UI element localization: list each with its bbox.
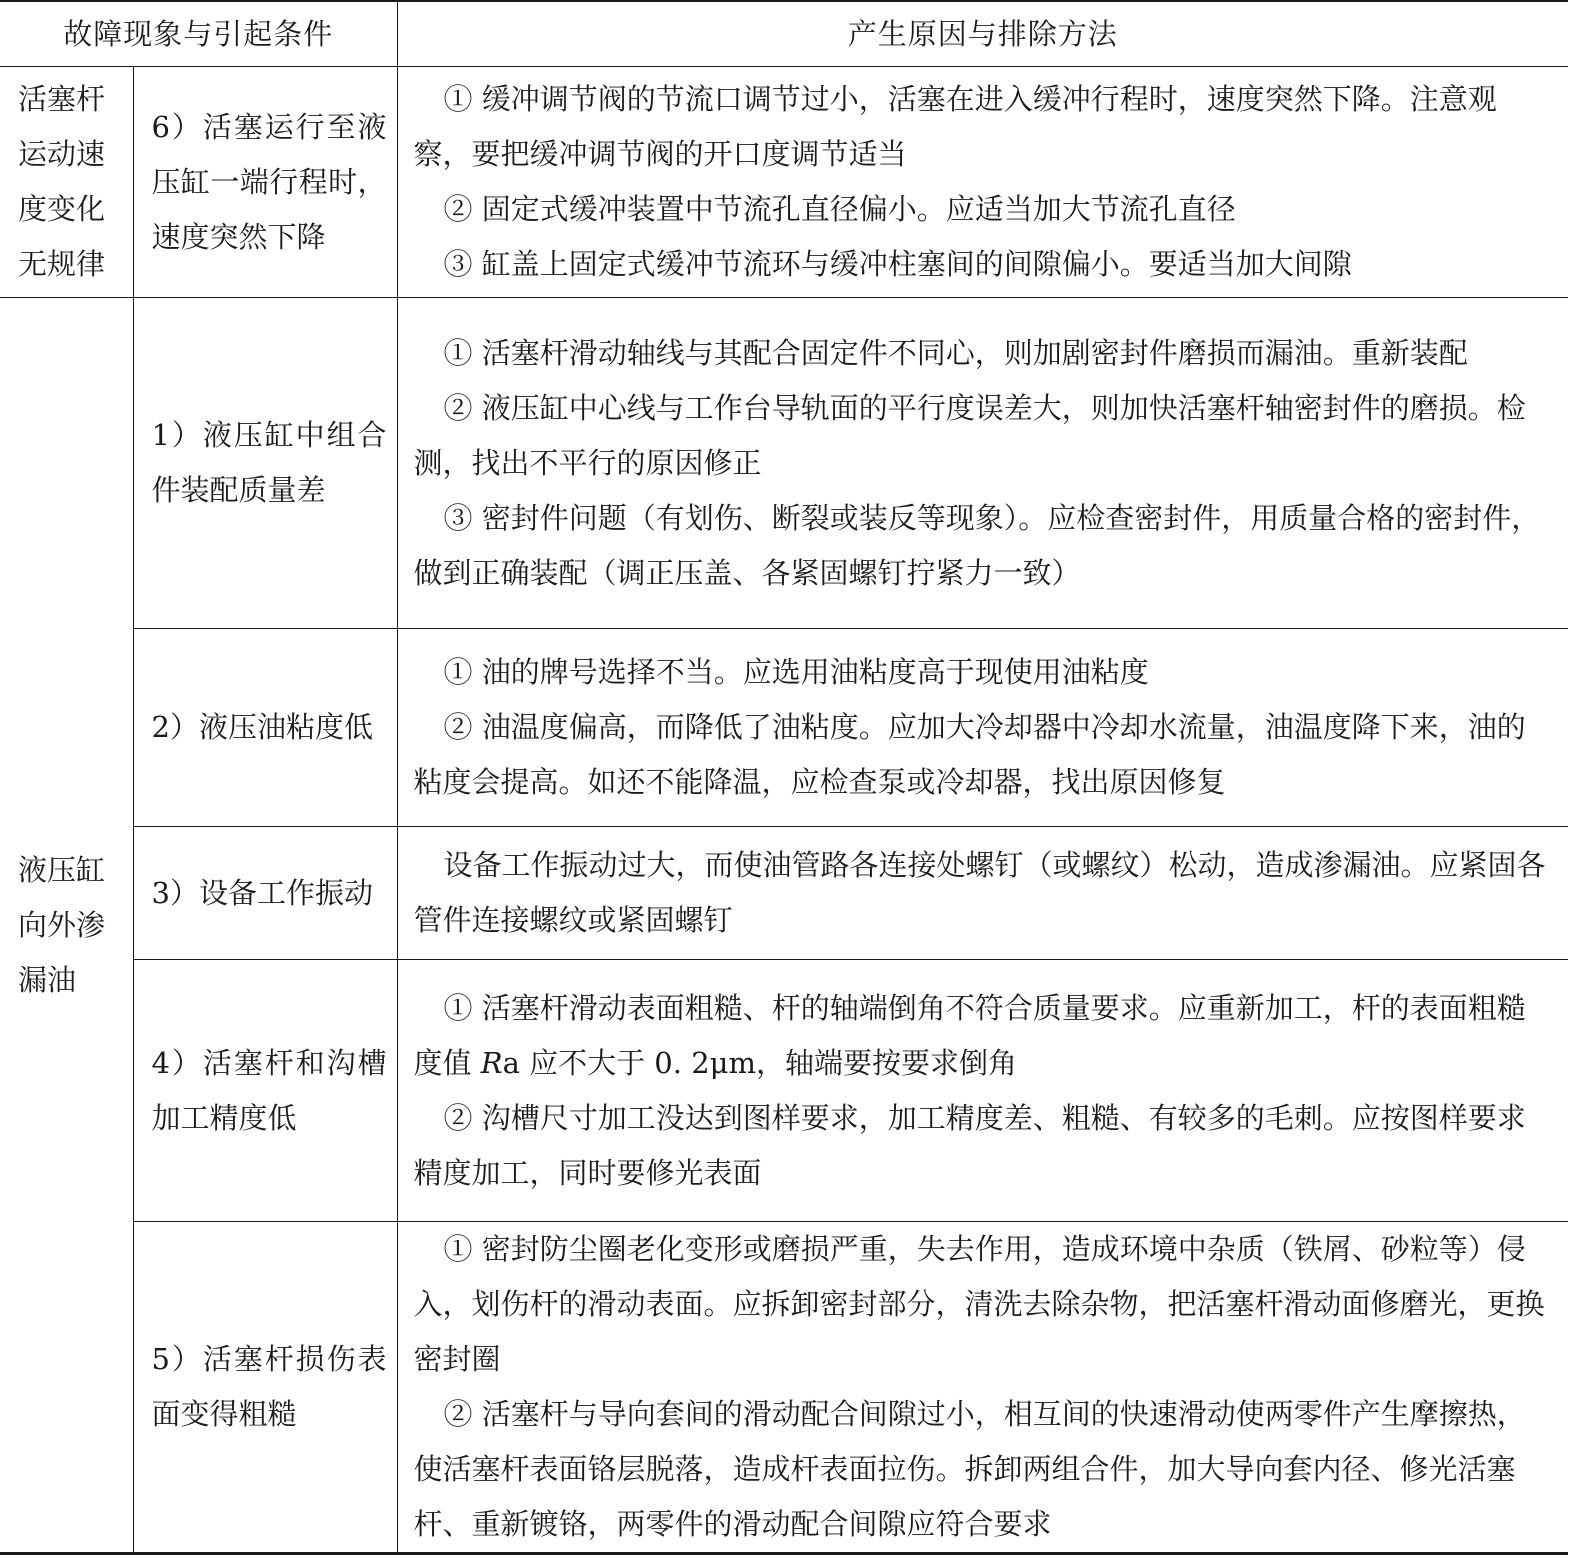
symptom-cell: 液压缸向外渗漏油: [0, 298, 133, 1554]
cause-item: ① 缓冲调节阀的节流口调节过小，活塞在进入缓冲行程时，速度突然下降。注意观察，要把缓冲调节阀的开口度调节适当: [413, 82, 1497, 171]
cause-item: ③ 密封件问题（有划伤、断裂或装反等现象）。应检查密封件，用质量合格的密封件，做到正确装配（调正压盖、各紧固螺钉拧紧力一致）: [413, 500, 1541, 590]
ra-symbol-italic: R: [480, 1045, 503, 1080]
condition-cell: 1）液压缸中组合件装配质量差: [133, 298, 397, 629]
header-fault-condition: 故障现象与引起条件: [0, 1, 397, 67]
cause-cell: [397, 827, 1568, 960]
cause-item: [414, 981, 1555, 1091]
table-row: [0, 960, 1568, 1222]
cause-item: ② 固定式缓冲装置中节流孔直径偏小。应适当加大节流孔直径: [443, 192, 1236, 226]
condition-cell: 4）活塞杆和沟槽加工精度低: [133, 960, 397, 1222]
cause-item: ③ 缸盖上固定式缓冲节流环与缓冲柱塞间的间隙偏小。要适当加大间隙: [443, 247, 1352, 281]
table-row: [0, 629, 1568, 827]
cause-item: ② 活塞杆与导向套间的滑动配合间隙过小，相互间的快速滑动使两零件产生摩擦热，使活塞杆表面铬层脱落，造成杆表面拉伤。拆卸两组合件，加大导向套内径、修光活塞杆、重新镀铬，两零件的滑动配合间隙应符合要求: [413, 1397, 1526, 1541]
condition-cell: 2）液压油粘度低: [133, 629, 397, 827]
condition-cell: 5）活塞杆损伤表面变得粗糙: [133, 1222, 397, 1554]
cause-item: ① 活塞杆滑动轴线与其配合固定件不同心，则加剧密封件磨损而漏油。重新装配: [443, 335, 1468, 370]
table-row: [0, 1222, 1568, 1554]
condition-cell: 3）设备工作振动: [133, 827, 397, 960]
cause-item: 设备工作振动过大，而使油管路各连接处螺钉（或螺纹）松动，造成渗漏油。应紧固各管件连接螺纹或紧固螺钉: [413, 848, 1546, 937]
condition-cell: 6）活塞运行至液压缸一端行程时，速度突然下降: [133, 67, 397, 298]
cause-item: ② 沟槽尺寸加工没达到图样要求，加工精度差、粗糙、有较多的毛刺。应按图样要求精度加工，同时要修光表面: [413, 1100, 1526, 1190]
table-row: [0, 298, 1568, 629]
cause-cell: [397, 1222, 1568, 1554]
cause-item: ① 密封防尘圈老化变形或磨损严重，失去作用，造成环境中杂质（铁屑、砂粒等）侵入，划伤杆的滑动表面。应拆卸密封部分，清洗去除杂物，把活塞杆滑动面修磨光，更换密封圈: [413, 1232, 1545, 1376]
cause-cell: [397, 67, 1568, 298]
cause-cell: [397, 629, 1568, 827]
table-row: [0, 827, 1568, 960]
cause-item: ② 油温度偏高，而降低了油粘度。应加大冷却器中冷却水流量，油温度降下来，油的粘度会提高。如还不能降温，应检查泵或冷却器，找出原因修复: [413, 710, 1526, 799]
cause-item: ② 液压缸中心线与工作台导轨面的平行度误差大，则加快活塞杆轴密封件的磨损。检测，找出不平行的原因修正: [413, 390, 1526, 480]
table-row: [0, 67, 1568, 298]
cause-text-before: ① 活塞杆滑动表面粗糙、杆的轴端倒角不符合质量要求。应重新加工，杆的表面粗糙度值: [413, 990, 1526, 1080]
cause-item: ① 油的牌号选择不当。应选用油粘度高于现使用油粘度: [443, 655, 1149, 689]
table-header-row: [0, 1, 1568, 67]
cause-text-after: a 应不大于 0. 2μm，轴端要按要求倒角: [502, 1045, 1017, 1080]
cause-cell: [397, 298, 1568, 629]
cause-cell: [397, 960, 1568, 1222]
header-cause-remedy: 产生原因与排除方法: [397, 1, 1568, 67]
symptom-cell: 活塞杆运动速度变化无规律: [0, 67, 133, 298]
